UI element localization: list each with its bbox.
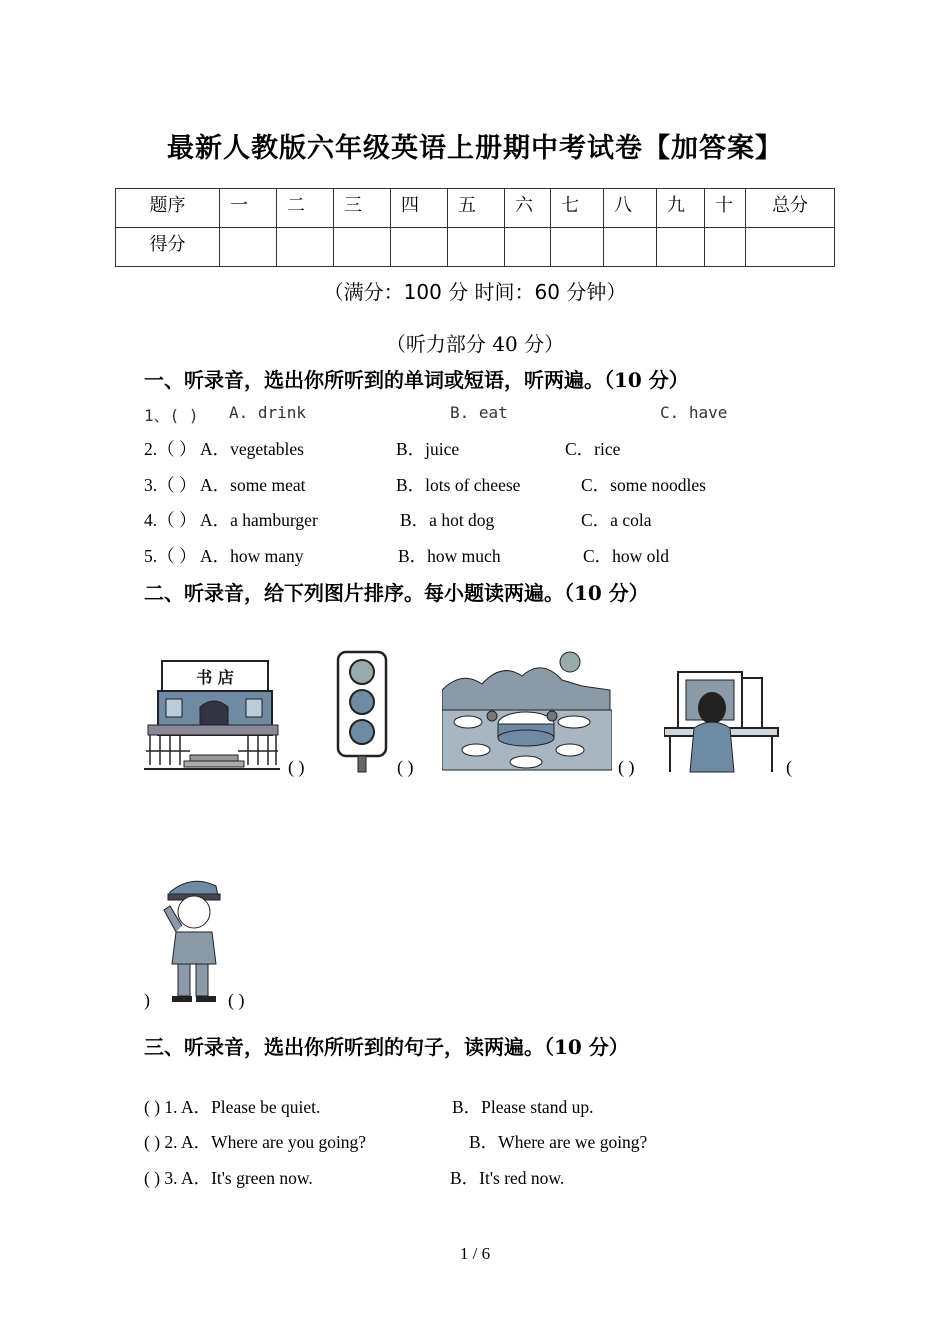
- traffic-light-icon: [332, 650, 394, 774]
- score-input-cell[interactable]: [505, 228, 551, 267]
- q5-option-b: B．how much: [398, 546, 501, 566]
- order-blank-3[interactable]: ( ): [618, 757, 635, 777]
- score-input-cell[interactable]: [604, 228, 657, 267]
- table-cell: 总分: [746, 189, 835, 228]
- order-blank-2[interactable]: ( ): [397, 757, 414, 777]
- score-table: [115, 188, 835, 267]
- table-cell: 得分: [116, 228, 220, 267]
- q1-option-b: B. eat: [450, 403, 508, 422]
- s3-q2-option-b: B．Where are we going?: [469, 1132, 648, 1152]
- table-cell: 三: [334, 189, 391, 228]
- q2-option-c: C．rice: [565, 439, 621, 459]
- q4-number: 4.（ ）: [144, 510, 197, 530]
- table-cell: 四: [391, 189, 448, 228]
- score-input-cell[interactable]: [657, 228, 705, 267]
- q5-option-c: C．how old: [583, 546, 670, 566]
- q3-option-b: B．lots of cheese: [396, 475, 521, 495]
- table-cell: 八: [604, 189, 657, 228]
- q3-option-a: A．some meat: [200, 475, 306, 495]
- table-cell: 一: [220, 189, 277, 228]
- s3-q2-option-a: ( ) 2. A．Where are you going?: [144, 1132, 367, 1152]
- page-title: 最新人教版六年级英语上册期中考试卷【加答案】: [167, 133, 783, 164]
- q5-number: 5.（ ）: [144, 546, 197, 566]
- table-cell: 九: [657, 189, 705, 228]
- q1-number: 1、( ): [144, 406, 199, 425]
- section-2-heading: 二、听录音，给下列图片排序。每小题读两遍。（10 分）: [144, 581, 649, 605]
- score-input-cell[interactable]: [334, 228, 391, 267]
- bookstore-icon: [144, 655, 280, 773]
- exam-meta: （满分：100 分 时间：60 分钟）: [323, 280, 627, 304]
- q1-option-a: A. drink: [229, 403, 307, 422]
- score-input-cell[interactable]: [220, 228, 277, 267]
- s3-q3-option-a: ( ) 3. A．It's green now.: [144, 1168, 313, 1188]
- table-cell: 二: [277, 189, 334, 228]
- s3-q3-option-b: B．It's red now.: [450, 1168, 565, 1188]
- table-cell: 七: [551, 189, 604, 228]
- q4-option-c: C．a cola: [581, 510, 652, 530]
- score-input-cell[interactable]: [746, 228, 835, 267]
- q3-option-c: C．some noodles: [581, 475, 706, 495]
- computer-girl-icon: [664, 668, 780, 774]
- score-table-header-row: [116, 189, 835, 228]
- order-blank-5[interactable]: ( ): [228, 990, 245, 1010]
- q5-option-a: A．how many: [200, 546, 304, 566]
- food-table-icon: [442, 650, 612, 774]
- score-input-cell[interactable]: [705, 228, 746, 267]
- table-cell: 六: [505, 189, 551, 228]
- q2-number: 2.（ ）: [144, 439, 197, 459]
- score-input-cell[interactable]: [448, 228, 505, 267]
- bookstore-sign: 书 店: [196, 668, 234, 687]
- q2-option-a: A．vegetables: [200, 439, 304, 459]
- section-1-heading: 一、听录音，选出你所听到的单词或短语，听两遍。（10 分）: [144, 368, 689, 392]
- table-cell: 题序: [116, 189, 220, 228]
- score-input-cell[interactable]: [551, 228, 604, 267]
- police-officer-icon: [160, 874, 226, 1004]
- s3-q1-option-a: ( ) 1. A．Please be quiet.: [144, 1097, 321, 1117]
- table-cell: 五: [448, 189, 505, 228]
- section-3-heading: 三、听录音，选出你所听到的句子，读两遍。（10 分）: [144, 1035, 629, 1059]
- q4-option-a: A．a hamburger: [200, 510, 318, 530]
- q4-option-b: B．a hot dog: [400, 510, 495, 530]
- q3-number: 3.（ ）: [144, 475, 197, 495]
- table-cell: 十: [705, 189, 746, 228]
- q2-option-b: B．juice: [396, 439, 460, 459]
- order-blank-4-close[interactable]: ): [144, 990, 150, 1010]
- order-blank-4-open[interactable]: (: [786, 757, 792, 777]
- score-input-cell[interactable]: [391, 228, 448, 267]
- listening-header: （听力部分 40 分）: [385, 332, 565, 356]
- score-input-cell[interactable]: [277, 228, 334, 267]
- order-blank-1[interactable]: ( ): [288, 757, 305, 777]
- q1-option-c: C. have: [660, 403, 728, 422]
- s3-q1-option-b: B．Please stand up.: [452, 1097, 594, 1117]
- score-table-score-row: [116, 228, 835, 267]
- page-number: 1 / 6: [459, 1244, 491, 1263]
